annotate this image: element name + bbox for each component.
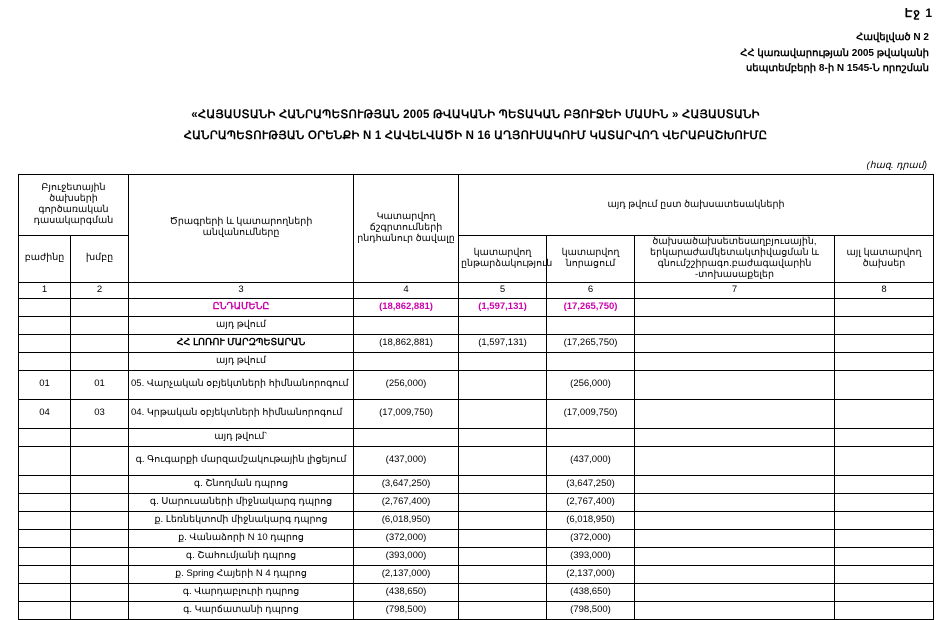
header-financing: կատարվող նորացում [547, 236, 635, 283]
cell-financing: (17,265,750) [547, 334, 635, 352]
table-row [19, 601, 934, 619]
cell-group [71, 493, 129, 511]
cell-group [71, 565, 129, 583]
cell-capital [635, 601, 835, 619]
cell-current: (1,597,131) [459, 298, 547, 316]
cell-financing: (17,009,750) [547, 399, 635, 428]
cell-current [459, 316, 547, 334]
cell-section [19, 475, 71, 493]
cell-financing: (438,650) [547, 583, 635, 601]
cell-total: (17,009,750) [354, 399, 459, 428]
title-line-2: ՀԱՆՐԱՊԵՏՈՒԹՅԱՆ ՕՐԵՆՔԻ N 1 ՀԱՎԵԼՎԱԾԻ N 16 ԱՂՅՈՒՍԱԿՈՒՄ ԿԱՏԱՐՎՈՂ ՎԵՐԱԲԱՇԽՈՒՄԸ [183, 129, 768, 142]
cell-group [71, 601, 129, 619]
table-row [19, 529, 934, 547]
colnum-4: 4 [354, 282, 459, 298]
cell-capital [635, 583, 835, 601]
cell-capital [635, 446, 835, 475]
cell-name: ԸՆԴԱՄԵՆԸ [129, 298, 354, 316]
cell-current [459, 547, 547, 565]
cell-name: ՀՀ ԼՈՌՈՒ ՄԱՐԶՊԵՏԱՐԱՆ [129, 334, 354, 352]
cell-financing: (2,137,000) [547, 565, 635, 583]
table-row [19, 446, 934, 475]
cell-current [459, 399, 547, 428]
table-row [19, 475, 934, 493]
cell-capital [635, 352, 835, 370]
cell-total: (256,000) [354, 370, 459, 399]
table-header-row-1 [19, 175, 934, 236]
cell-group [71, 298, 129, 316]
cell-section [19, 511, 71, 529]
cell-section [19, 547, 71, 565]
cell-current [459, 511, 547, 529]
header-capital: ծախսածախսետեսաղբյուսային, երկարաժամկետակտիվացման և գնումշշիրագո.բաժագավարին -տոխասաքելեր [635, 236, 835, 283]
table-row [19, 370, 934, 399]
cell-current: (1,597,131) [459, 334, 547, 352]
header-other: այլ կատարվող ծախսեր [835, 236, 934, 283]
cell-capital [635, 529, 835, 547]
table-row [19, 428, 934, 446]
cell-financing: (3,647,250) [547, 475, 635, 493]
cell-other [835, 316, 934, 334]
cell-name: գ. Շահումյանի դպրոց [129, 547, 354, 565]
cell-total: (3,647,250) [354, 475, 459, 493]
budget-table [18, 174, 934, 620]
table-row [19, 334, 934, 352]
cell-other [835, 399, 934, 428]
cell-other [835, 298, 934, 316]
cell-financing: (17,265,750) [547, 298, 635, 316]
cell-current [459, 428, 547, 446]
cell-total: (372,000) [354, 529, 459, 547]
document-title [0, 105, 951, 146]
cell-section [19, 446, 71, 475]
cell-total: (18,862,881) [354, 334, 459, 352]
cell-total: (798,500) [354, 601, 459, 619]
cell-capital [635, 428, 835, 446]
table-row [19, 352, 934, 370]
table-row [19, 316, 934, 334]
document-header [740, 30, 929, 77]
cell-other [835, 475, 934, 493]
cell-name: 04. Կրթական օբյեկտների հիմնանորոգում [129, 399, 354, 428]
cell-section [19, 493, 71, 511]
cell-other [835, 370, 934, 399]
cell-capital [635, 547, 835, 565]
cell-group [71, 352, 129, 370]
header-line-1: Հավելված N 2 [856, 32, 929, 43]
colnum-1: 1 [19, 282, 71, 298]
cell-financing: (2,767,400) [547, 493, 635, 511]
cell-name: ք. Լեռնեկտոմի միջնակարգ դպրոց [129, 511, 354, 529]
cell-other [835, 583, 934, 601]
cell-total: (6,018,950) [354, 511, 459, 529]
cell-other [835, 493, 934, 511]
cell-name: 05. Վարչական օբյեկտների հիմնանորոգում [129, 370, 354, 399]
cell-financing [547, 316, 635, 334]
header-programs: Ծրագրերի և կատարողների անվանումները [129, 175, 354, 283]
cell-other [835, 352, 934, 370]
cell-section [19, 298, 71, 316]
cell-other [835, 547, 934, 565]
colnum-8: 8 [835, 282, 934, 298]
cell-group [71, 334, 129, 352]
colnum-7: 7 [635, 282, 835, 298]
header-by-expense-type: այդ թվում ըստ ծախսատեսակների [459, 175, 934, 236]
table-row [19, 511, 934, 529]
cell-total [354, 316, 459, 334]
cell-capital [635, 565, 835, 583]
cell-other [835, 428, 934, 446]
cell-total: (18,862,881) [354, 298, 459, 316]
cell-group [71, 428, 129, 446]
cell-current [459, 565, 547, 583]
cell-name: այդ թվում [129, 352, 354, 370]
cell-capital [635, 493, 835, 511]
table-row [19, 298, 934, 316]
cell-other [835, 446, 934, 475]
cell-total: (393,000) [354, 547, 459, 565]
cell-total: (437,000) [354, 446, 459, 475]
table-row [19, 565, 934, 583]
cell-capital [635, 475, 835, 493]
cell-name: գ. Շնողման դպրոց [129, 475, 354, 493]
cell-current [459, 529, 547, 547]
cell-current [459, 352, 547, 370]
table-body [19, 298, 934, 619]
cell-group: 01 [71, 370, 129, 399]
header-budget-classification: Բյուջետային ծախսերի գործառական դասակարգման [19, 175, 129, 236]
cell-name: ք. Spring Հայերի N 4 դպրոց [129, 565, 354, 583]
cell-name: ք. Վանաձորի N 10 դպրոց [129, 529, 354, 547]
table-row [19, 583, 934, 601]
cell-other [835, 529, 934, 547]
cell-group [71, 583, 129, 601]
cell-financing: (798,500) [547, 601, 635, 619]
cell-current [459, 493, 547, 511]
cell-name: այդ թվում` [129, 428, 354, 446]
cell-section [19, 565, 71, 583]
header-group: խմբը [71, 236, 129, 283]
title-line-1: «ՀԱՅԱՍՏԱՆԻ ՀԱՆՐԱՊԵՏՈՒԹՅԱՆ 2005 ԹՎԱԿԱՆԻ ՊԵՏԱԿԱՆ ԲՅՈՒՋԵԻ ՄԱՍԻՆ » ՀԱՅԱՍՏԱՆԻ [191, 109, 760, 121]
cell-financing: (6,018,950) [547, 511, 635, 529]
header-section: բաժինը [19, 236, 71, 283]
cell-section: 01 [19, 370, 71, 399]
cell-capital [635, 399, 835, 428]
cell-financing [547, 428, 635, 446]
cell-other [835, 601, 934, 619]
header-line-3: սեպտեմբերի 8-ի N 1545-Ն որոշման [745, 63, 929, 74]
header-current-expenses: կատարվող ընթարձակություն [459, 236, 547, 283]
cell-name: գ. Սարուսաների միջնակարգ դպրոց [129, 493, 354, 511]
cell-current [459, 370, 547, 399]
cell-total: (2,767,400) [354, 493, 459, 511]
table-row [19, 493, 934, 511]
cell-capital [635, 334, 835, 352]
cell-current [459, 475, 547, 493]
cell-group [71, 316, 129, 334]
cell-total: (2,137,000) [354, 565, 459, 583]
cell-financing: (393,000) [547, 547, 635, 565]
cell-current [459, 583, 547, 601]
cell-section [19, 428, 71, 446]
header-total-change: Կատարվող ճշգրտումների րնդհանուր ծավալը [354, 175, 459, 283]
cell-section: 04 [19, 399, 71, 428]
page-number: Էջ 1 [904, 6, 933, 20]
cell-section [19, 334, 71, 352]
cell-name: գ. Գուգարքի մարզամշակութային լիցեյում [129, 446, 354, 475]
cell-capital [635, 298, 835, 316]
colnum-2: 2 [71, 282, 129, 298]
cell-financing: (256,000) [547, 370, 635, 399]
cell-financing [547, 352, 635, 370]
colnum-3: 3 [129, 282, 354, 298]
cell-other [835, 565, 934, 583]
cell-capital [635, 316, 835, 334]
cell-group [71, 511, 129, 529]
cell-other [835, 511, 934, 529]
cell-current [459, 601, 547, 619]
cell-capital [635, 511, 835, 529]
cell-section [19, 601, 71, 619]
colnum-6: 6 [547, 282, 635, 298]
cell-group [71, 446, 129, 475]
cell-financing: (437,000) [547, 446, 635, 475]
unit-note: (հազ. դրամ) [866, 160, 927, 171]
cell-section [19, 316, 71, 334]
table-row [19, 399, 934, 428]
header-line-2: ՀՀ կառավարության 2005 թվականի [740, 47, 929, 59]
cell-group: 03 [71, 399, 129, 428]
cell-group [71, 547, 129, 565]
cell-other [835, 334, 934, 352]
cell-current [459, 446, 547, 475]
colnum-5: 5 [459, 282, 547, 298]
cell-section [19, 583, 71, 601]
cell-total: (438,650) [354, 583, 459, 601]
table-column-numbers [19, 282, 934, 298]
cell-group [71, 529, 129, 547]
cell-name: գ. Կարճատանի դպրոց [129, 601, 354, 619]
cell-section [19, 529, 71, 547]
cell-name: գ. Վարդաբլուրի դպրոց [129, 583, 354, 601]
cell-name: այդ թվում [129, 316, 354, 334]
cell-financing: (372,000) [547, 529, 635, 547]
cell-total [354, 428, 459, 446]
table-row [19, 547, 934, 565]
cell-capital [635, 370, 835, 399]
cell-group [71, 475, 129, 493]
cell-total [354, 352, 459, 370]
cell-section [19, 352, 71, 370]
